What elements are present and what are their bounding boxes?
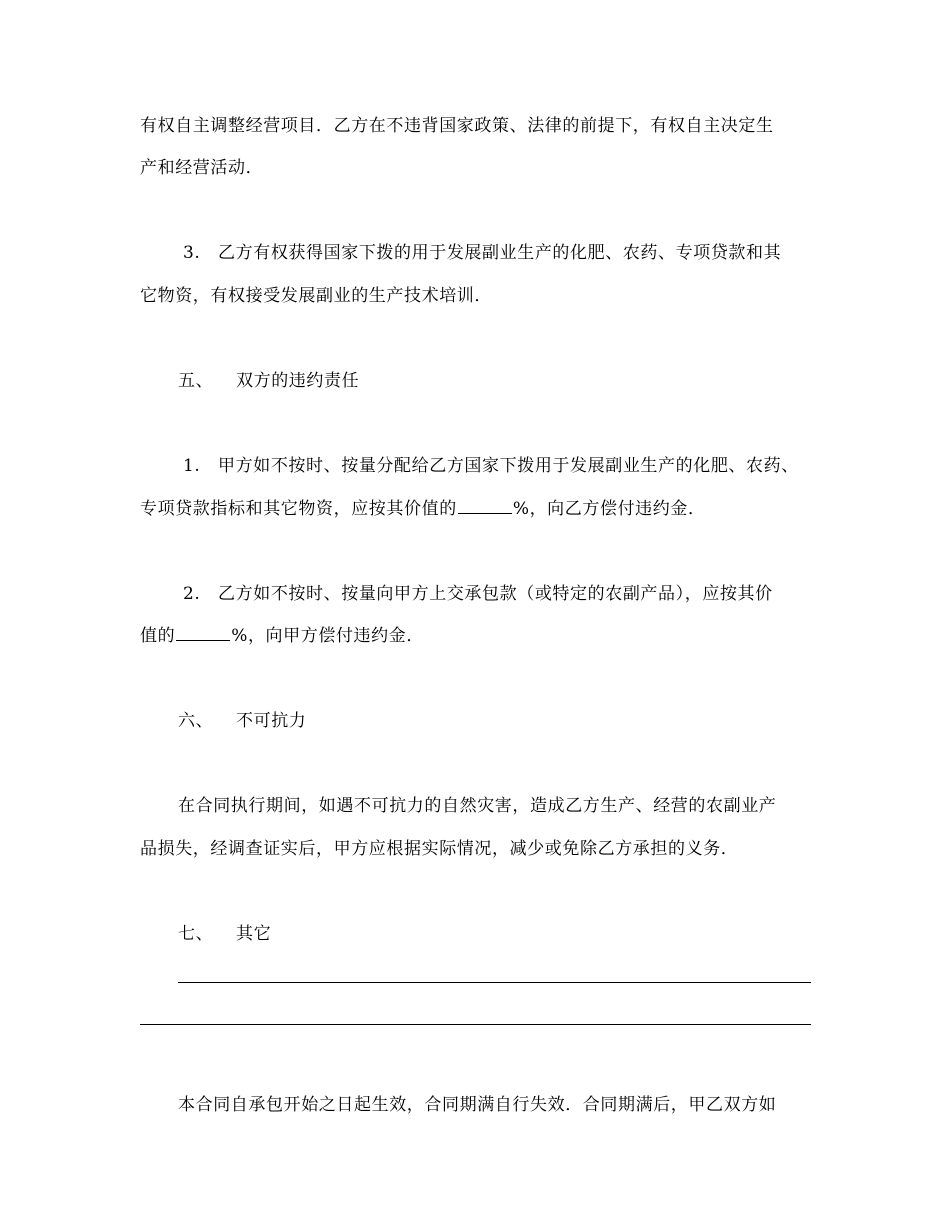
paragraph-line: 它物资，有权接受发展副业的生产技术培训．: [140, 286, 492, 306]
text-segment: 专项贷款指标和其它物资，应按其价值的: [140, 499, 457, 519]
section-title: 其它: [236, 924, 272, 944]
blank-rule: [140, 1024, 811, 1025]
section-number: 五、: [178, 371, 214, 391]
section-number: 六、: [178, 711, 214, 731]
paragraph-line: 本合同自承包开始之日起生效，合同期满自行失效．合同期满后，甲乙双方如: [178, 1095, 777, 1115]
text-segment: 值的: [140, 626, 176, 646]
paragraph-line: [140, 497, 820, 521]
fill-in-blank: [458, 497, 512, 514]
paragraph-line: 在合同执行期间，如遇不可抗力的自然灾害，造成乙方生产、经营的农副业产: [178, 796, 777, 816]
text-segment: %，向甲方偿付违约金．: [231, 626, 424, 646]
section-title: 双方的违约责任: [236, 371, 360, 391]
paragraph-line: 有权自主调整经营项目．乙方在不违背国家政策、法律的前提下，有权自主决定生: [140, 116, 774, 136]
text-segment: %，向乙方偿付违约金．: [512, 499, 706, 519]
section-heading: [178, 369, 858, 393]
section-heading: [178, 922, 858, 946]
fill-in-blank: [176, 624, 230, 641]
section-number: 七、: [178, 924, 214, 944]
section-title: 不可抗力: [236, 711, 307, 731]
paragraph-line: 品损失，经调查证实后，甲方应根据实际情况，减少或免除乙方承担的义务．: [140, 839, 739, 859]
clause-3-line: 3. 乙方有权获得国家下拨的用于发展副业生产的化肥、农药、专项贷款和其: [183, 243, 782, 263]
paragraph-line: [140, 624, 820, 648]
paragraph-line: 产和经营活动．: [140, 158, 264, 178]
clause-1-line: 1. 甲方如不按时、按量分配给乙方国家下拨用于发展副业生产的化肥、农药、: [183, 456, 799, 476]
clause-2-line: 2. 乙方如不按时、按量向甲方上交承包款（或特定的农副产品），应按其价: [183, 584, 773, 604]
section-heading: [178, 709, 858, 733]
blank-rule: [178, 982, 811, 983]
